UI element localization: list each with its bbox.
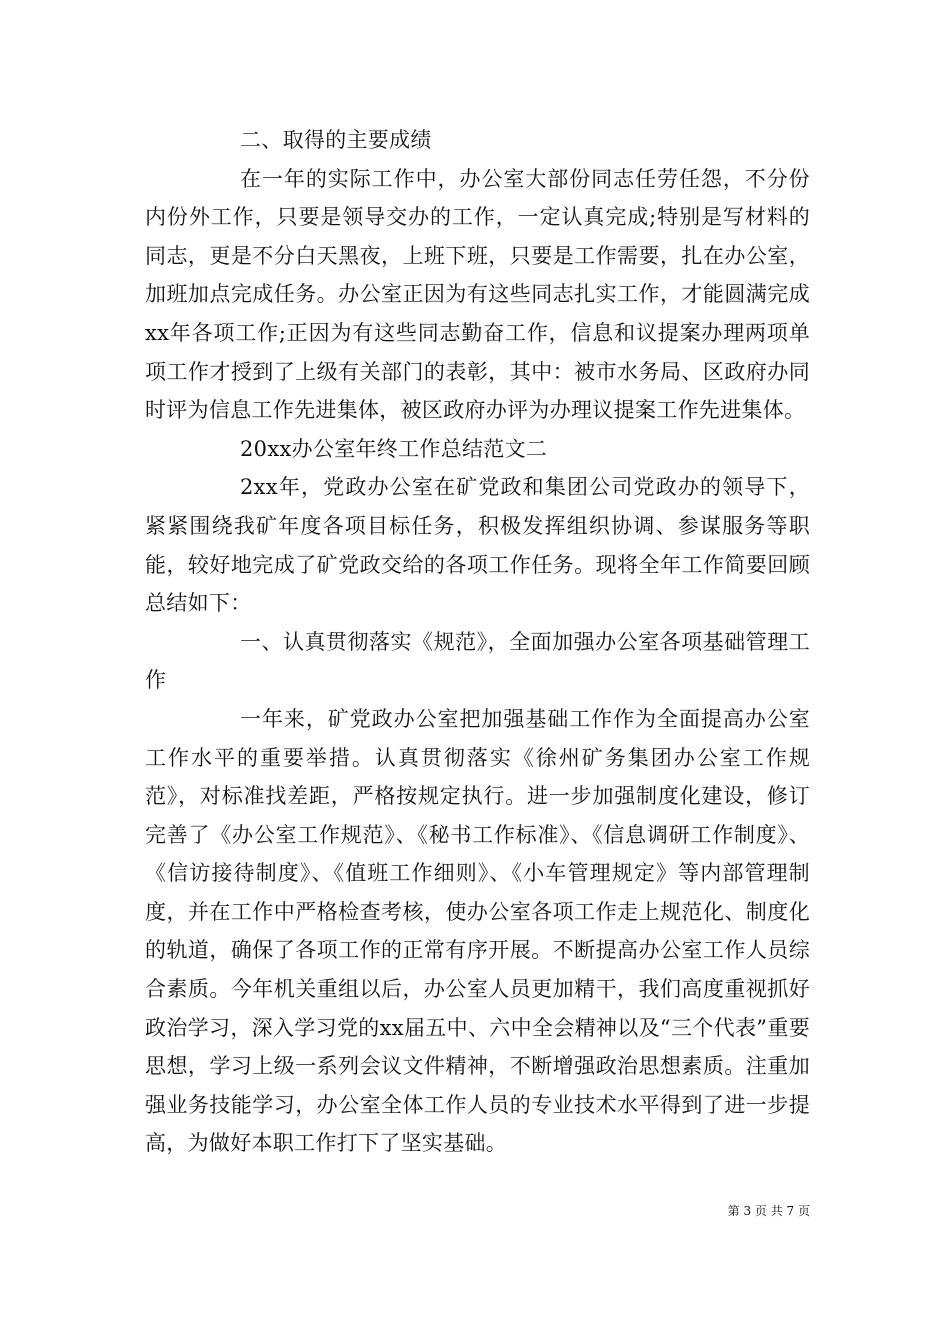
section-heading-sample-two: 20xx办公室年终工作总结范文二: [240, 436, 548, 461]
paragraph-achievements: 在一年的实际工作中，办公室大部份同志任劳任怨，不分份内份外工作，只要是领导交办的工作，一定认真完成;特别是写材料的同志，更是不分白天黑夜，上班下班，只要是工作需要，扎在办公室，加班加点完成任务。办公室正因为有这些同志扎实工作，才能圆满完成xx年各项工作;正因为有这些同志勤奋工作，信息和议提案办理两项单项工作才授到了上级有关部门的表彰，其中：被市水务局、区政府办同时评为信息工作先进集体，被区政府办评为办理议提案工作先进集体。: [145, 166, 810, 423]
document-body: [145, 121, 810, 1163]
section-heading-achievements: 二、取得的主要成绩: [240, 128, 432, 152]
page-number-footer: 第 3 页 共 7 页: [727, 1204, 810, 1218]
section-heading-implementation: 一、认真贯彻落实《规范》，全面加强办公室各项基础管理工作: [145, 629, 810, 693]
paragraph-implementation: 一年来，矿党政办公室把加强基础工作作为全面提高办公室工作水平的重要举措。认真贯彻落实《徐州矿务集团办公室工作规范》，对标准找差距，严格按规定执行。进一步加强制度化建设，修订完善了《办公室工作规范》、《秘书工作标准》、《信息调研工作制度》、《信访接待制度》、《值班工作细则》、《小车管理规定》等内部管理制度，并在工作中严格检查考核，使办公室各项工作走上规范化、制度化的轨道，确保了各项工作的正常有序开展。不断提高办公室工作人员综合素质。今年机关重组以后，办公室人员更加精干，我们高度重视抓好政治学习，深入学习党的xx届五中、六中全会精神以及“三个代表”重要思想，学习上级一系列会议文件精神，不断增强政治思想素质。注重加强业务技能学习，办公室全体工作人员的专业技术水平得到了进一步提高，为做好本职工作打下了坚实基础。: [145, 706, 810, 1156]
paragraph-intro: 2xx年，党政办公室在矿党政和集团公司党政办的领导下，紧紧围绕我矿年度各项目标任务，积极发挥组织协调、参谋服务等职能，较好地完成了矿党政交给的各项工作任务。现将全年工作简要回顾总结如下：: [145, 475, 810, 616]
